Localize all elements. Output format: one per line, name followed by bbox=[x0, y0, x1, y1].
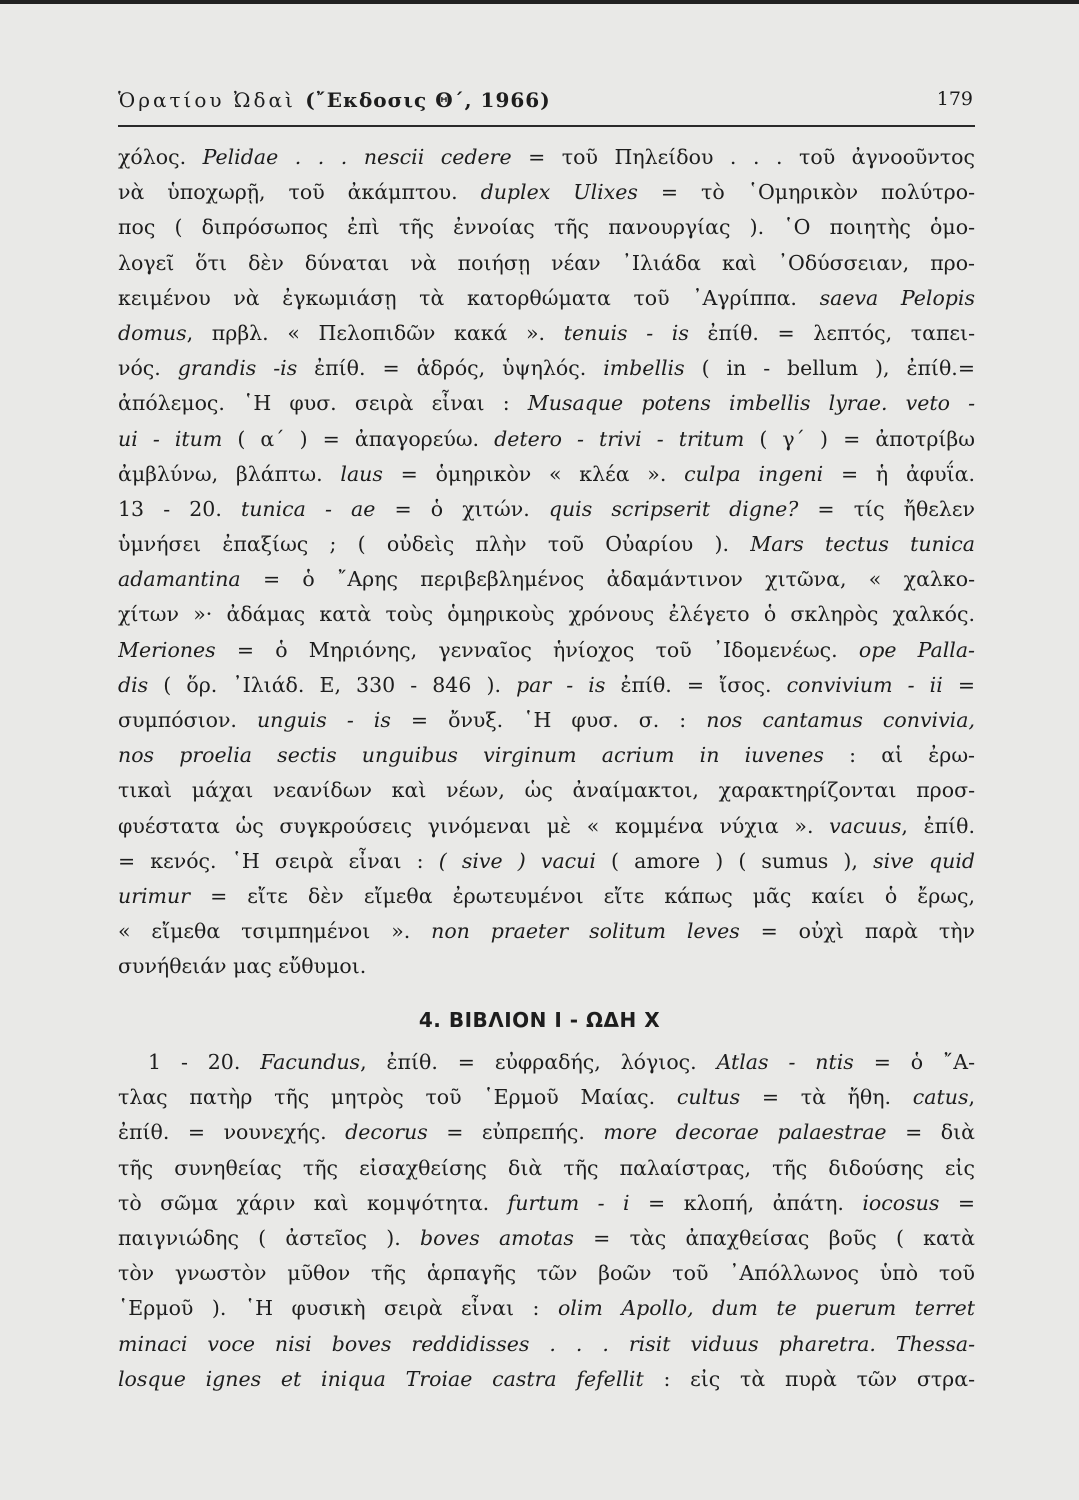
text-segment: = ἡ ἀφυΐα. bbox=[823, 461, 975, 486]
text-line bbox=[118, 1362, 975, 1397]
latin-term: olim Apollo, dum te puerum terret bbox=[557, 1296, 975, 1321]
text-segment: ὑμνήσει ἐπαξίως ; ( οὐδεὶς πλὴν τοῦ Οὐαρίου ). bbox=[118, 532, 751, 557]
text-segment: χόλος. bbox=[118, 145, 203, 169]
text-segment: = ὁ ῎Αρης περιβεβλημένος ἀδαμάντινον χιτῶνα, « χαλκο- bbox=[240, 567, 975, 592]
text-segment: = ὁμηρικὸν « κλέα ». bbox=[382, 461, 685, 486]
text-segment: = κλοπή, ἀπάτη. bbox=[629, 1190, 863, 1215]
text-line bbox=[118, 351, 975, 386]
latin-term: Mars tectus tunica bbox=[750, 532, 975, 557]
text-segment: 13 - 20. bbox=[118, 496, 241, 521]
text-segment: : εἰς τὰ πυρὰ τῶν στρα- bbox=[643, 1366, 975, 1391]
text-segment: = ὄνυξ. ῾Η φυσ. σ. : bbox=[390, 708, 707, 732]
text-segment: = τοῦ Πηλείδου . . . τοῦ ἀγνοοῦντος bbox=[511, 145, 975, 169]
text-segment: = bbox=[939, 1190, 975, 1215]
running-title-text: Ὁρατίου Ὠδαὶ bbox=[118, 88, 296, 112]
text-line bbox=[118, 175, 975, 210]
text-segment: τλας πατὴρ τῆς μητρὸς τοῦ ῾Ερμοῦ Μαίας. bbox=[118, 1085, 677, 1110]
latin-term: cultus bbox=[676, 1085, 741, 1110]
text-segment: , ἐπίθ. bbox=[901, 813, 975, 838]
text-segment: = ὁ ῎Α- bbox=[853, 1050, 975, 1074]
text-segment: τικαὶ μάχαι νεανίδων καὶ νέων, ὡς ἀναίμακτοι, χαρακτηρίζονται προσ- bbox=[118, 778, 975, 803]
latin-term: decorus bbox=[345, 1120, 428, 1145]
latin-term: Meriones bbox=[118, 637, 216, 662]
latin-term: saeva Pelopis bbox=[819, 285, 975, 310]
text-line bbox=[118, 1327, 975, 1362]
text-segment: = ὁ Μηριόνης, γενναῖος ἡνίοχος τοῦ ᾽Ιδομενέως. bbox=[215, 637, 859, 662]
latin-term: quis scripserit digne? bbox=[548, 496, 799, 521]
latin-term: laus bbox=[340, 461, 383, 486]
text-line bbox=[118, 738, 975, 773]
latin-term: convivium - ii bbox=[786, 672, 943, 697]
text-segment: = τὰ ἤθη. bbox=[740, 1085, 913, 1110]
latin-term: more decorae palaestrae bbox=[603, 1120, 887, 1145]
paragraph-1 bbox=[118, 140, 975, 985]
latin-term: boves amotas bbox=[420, 1225, 574, 1250]
latin-term: grandis -is bbox=[177, 356, 298, 381]
text-segment: , bbox=[968, 1085, 975, 1110]
text-line bbox=[118, 422, 975, 457]
text-line bbox=[118, 316, 975, 351]
text-line bbox=[118, 527, 975, 562]
latin-term: furtum - i bbox=[507, 1190, 630, 1215]
text-line bbox=[118, 386, 975, 421]
text-line bbox=[118, 597, 975, 632]
text-segment: ( in - bellum ), ἐπίθ.= bbox=[684, 356, 975, 381]
latin-term: nos proelia sectis unguibus virginum acrium in iuvenes bbox=[118, 743, 824, 768]
latin-term: culpa ingeni bbox=[684, 461, 824, 486]
text-segment: πος ( διπρόσωπος ἐπὶ τῆς ἐννοίας τῆς πανουργίας ). ῾Ο ποιητὴς ὁμο- bbox=[118, 215, 975, 240]
text-segment: = τὰς ἀπαχθείσας βοῦς ( κατὰ bbox=[573, 1225, 975, 1250]
text-line bbox=[118, 281, 975, 316]
header-rule bbox=[118, 125, 975, 127]
text-segment: = bbox=[942, 672, 975, 697]
text-segment: = εἴτε δὲν εἴμεθα ἐρωτευμένοι εἴτε κάπως μᾶς καίει ὁ ἔρως, bbox=[190, 883, 975, 908]
text-segment: = τίς ἤθελεν bbox=[798, 496, 975, 521]
text-line bbox=[118, 140, 975, 175]
latin-term: tenuis - is bbox=[563, 320, 689, 345]
latin-term: adamantina bbox=[118, 567, 241, 592]
text-line bbox=[118, 949, 975, 984]
latin-term: ( sive ) vacui bbox=[438, 848, 596, 873]
text-line bbox=[118, 844, 975, 879]
latin-term: domus bbox=[118, 320, 187, 345]
text-segment: : αἱ ἐρω- bbox=[823, 743, 975, 768]
latin-term: imbellis bbox=[603, 356, 685, 381]
text-line bbox=[118, 809, 975, 844]
text-segment: = κενός. ῾Η σειρὰ εἶναι : bbox=[118, 848, 439, 873]
text-line bbox=[118, 562, 975, 597]
text-line bbox=[118, 1045, 975, 1080]
text-line bbox=[118, 914, 975, 949]
latin-term: Pelidae . . . nescii cedere bbox=[202, 145, 512, 169]
latin-term: duplex Ulixes bbox=[480, 180, 638, 205]
text-line bbox=[118, 1256, 975, 1291]
latin-term: vacuus bbox=[829, 813, 902, 838]
text-segment: 1 - 20. bbox=[148, 1050, 261, 1074]
text-segment: ( ὅρ. ᾽Ιλιάδ. Ε, 330 - 846 ). bbox=[148, 672, 517, 697]
section-heading: 4. ΒΙΒΛΙΟΝ Ι - ΩΔΗ Χ bbox=[418, 1008, 661, 1032]
scan-edge bbox=[0, 0, 1079, 4]
text-segment: ( amore ) ( sumus ), bbox=[595, 848, 874, 873]
running-header bbox=[118, 88, 975, 118]
text-segment: ἐπίθ. = ἁδρός, ὑψηλός. bbox=[297, 356, 604, 381]
text-segment: λογεῖ ὅτι δὲν δύναται νὰ ποιήσῃ νέαν ᾽Ιλιάδα καὶ ᾽Οδύσσειαν, προ- bbox=[118, 250, 975, 275]
latin-term: sive quid bbox=[873, 848, 975, 873]
text-line bbox=[118, 1115, 975, 1150]
latin-term: ope Palla- bbox=[858, 637, 975, 662]
text-line bbox=[118, 210, 975, 245]
text-line bbox=[118, 1221, 975, 1256]
text-segment: νὰ ὑποχωρῇ, τοῦ ἀκάμπτου. bbox=[118, 180, 481, 205]
text-segment: = ὁ χιτών. bbox=[375, 496, 549, 521]
latin-term: nos cantamus convivia, bbox=[706, 708, 975, 732]
text-segment: ἀμβλύνω, βλάπτω. bbox=[118, 461, 341, 486]
latin-term: tunica - ae bbox=[240, 496, 376, 521]
latin-term: Musaque potens imbellis lyrae. veto - bbox=[527, 391, 975, 416]
latin-term: par - is bbox=[516, 672, 606, 697]
text-line bbox=[118, 668, 975, 703]
text-segment: = τὸ ῾Ομηρικὸν πολύτρο- bbox=[637, 180, 975, 205]
latin-term: unguis - is bbox=[256, 708, 391, 732]
text-line bbox=[118, 633, 975, 668]
text-segment: ῾Ερμοῦ ). ῾Η φυσικὴ σειρὰ εἶναι : bbox=[118, 1296, 558, 1321]
latin-term: Atlas - ntis bbox=[716, 1050, 854, 1074]
text-line bbox=[118, 879, 975, 914]
text-segment: , πρβλ. « Πελοπιδῶν κακά ». bbox=[186, 320, 564, 345]
text-line bbox=[118, 1080, 975, 1115]
latin-term: losque ignes et iniqua Troiae castra fefellit bbox=[118, 1366, 644, 1391]
text-line bbox=[118, 703, 975, 738]
text-segment: χίτων »· ἀδάμας κατὰ τοὺς ὁμηρικοὺς χρόνους ἐλέγετο ὁ σκληρὸς χαλκός. bbox=[118, 602, 975, 627]
latin-term: urimur bbox=[118, 883, 191, 908]
text-segment: ἀπόλεμος. ῾Η φυσ. σειρὰ εἶναι : bbox=[118, 391, 528, 416]
text-segment: κειμένου νὰ ἐγκωμιάσῃ τὰ κατορθώματα τοῦ ᾽Αγρίππα. bbox=[118, 285, 820, 310]
text-line bbox=[118, 1151, 975, 1186]
text-segment: « εἴμεθα τσιμπημένοι ». bbox=[118, 919, 432, 944]
edition-text: (῎Εκδοσις Θ΄, 1966) bbox=[305, 88, 551, 112]
text-segment: συμπόσιον. bbox=[118, 708, 257, 732]
text-line bbox=[118, 1291, 975, 1326]
text-segment: ( α΄ ) = ἀπαγορεύω. bbox=[222, 426, 495, 451]
text-segment: νός. bbox=[118, 356, 178, 381]
text-segment: = διὰ bbox=[886, 1120, 975, 1145]
paragraph-2 bbox=[118, 1045, 975, 1397]
text-segment: τὸ σῶμα χάριν καὶ κομψότητα. bbox=[118, 1190, 508, 1215]
text-segment: ἐπίθ. = νουνεχής. bbox=[118, 1120, 346, 1145]
text-segment: = οὐχὶ παρὰ τὴν bbox=[739, 919, 975, 944]
text-segment: συνήθειάν μας εὔθυμοι. bbox=[118, 954, 367, 979]
latin-term: iocosus bbox=[862, 1190, 940, 1215]
latin-term: detero - trivi - tritum bbox=[494, 426, 745, 451]
latin-term: dis bbox=[118, 672, 149, 697]
text-segment: ( γ΄ ) = ἀποτρίβω bbox=[744, 426, 975, 451]
text-segment: παιγνιώδης ( ἀστεῖος ). bbox=[118, 1225, 421, 1250]
running-title bbox=[118, 88, 551, 112]
text-line bbox=[118, 773, 975, 808]
text-line bbox=[118, 1186, 975, 1221]
text-segment: ἐπίθ. = ἴσος. bbox=[605, 672, 787, 697]
text-segment: ἐπίθ. = λεπτός, ταπει- bbox=[688, 320, 975, 345]
text-segment: φυέστατα ὡς συγκρούσεις γινόμεναι μὲ « κομμένα νύχια ». bbox=[118, 813, 830, 838]
latin-term: catus bbox=[912, 1085, 969, 1110]
latin-term: Facundus bbox=[260, 1050, 361, 1074]
text-line bbox=[118, 492, 975, 527]
text-line bbox=[118, 457, 975, 492]
latin-term: minaci voce nisi boves reddidisses . . . risit viduus pharetra. Thessa- bbox=[118, 1331, 975, 1356]
latin-term: ui - itum bbox=[118, 426, 223, 451]
page-number: 179 bbox=[936, 88, 973, 110]
text-segment: = εὐπρεπής. bbox=[427, 1120, 604, 1145]
text-segment: τῆς συνηθείας τῆς εἰσαχθείσης διὰ τῆς παλαίστρας, τῆς διδούσης εἰς bbox=[118, 1155, 975, 1180]
text-line bbox=[118, 246, 975, 281]
latin-term: non praeter solitum leves bbox=[431, 919, 740, 944]
text-segment: , ἐπίθ. = εὐφραδής, λόγιος. bbox=[360, 1050, 717, 1074]
text-segment: τὸν γνωστὸν μῦθον τῆς ἁρπαγῆς τῶν βοῶν τοῦ ᾽Απόλλωνος ὑπὸ τοῦ bbox=[118, 1261, 975, 1286]
